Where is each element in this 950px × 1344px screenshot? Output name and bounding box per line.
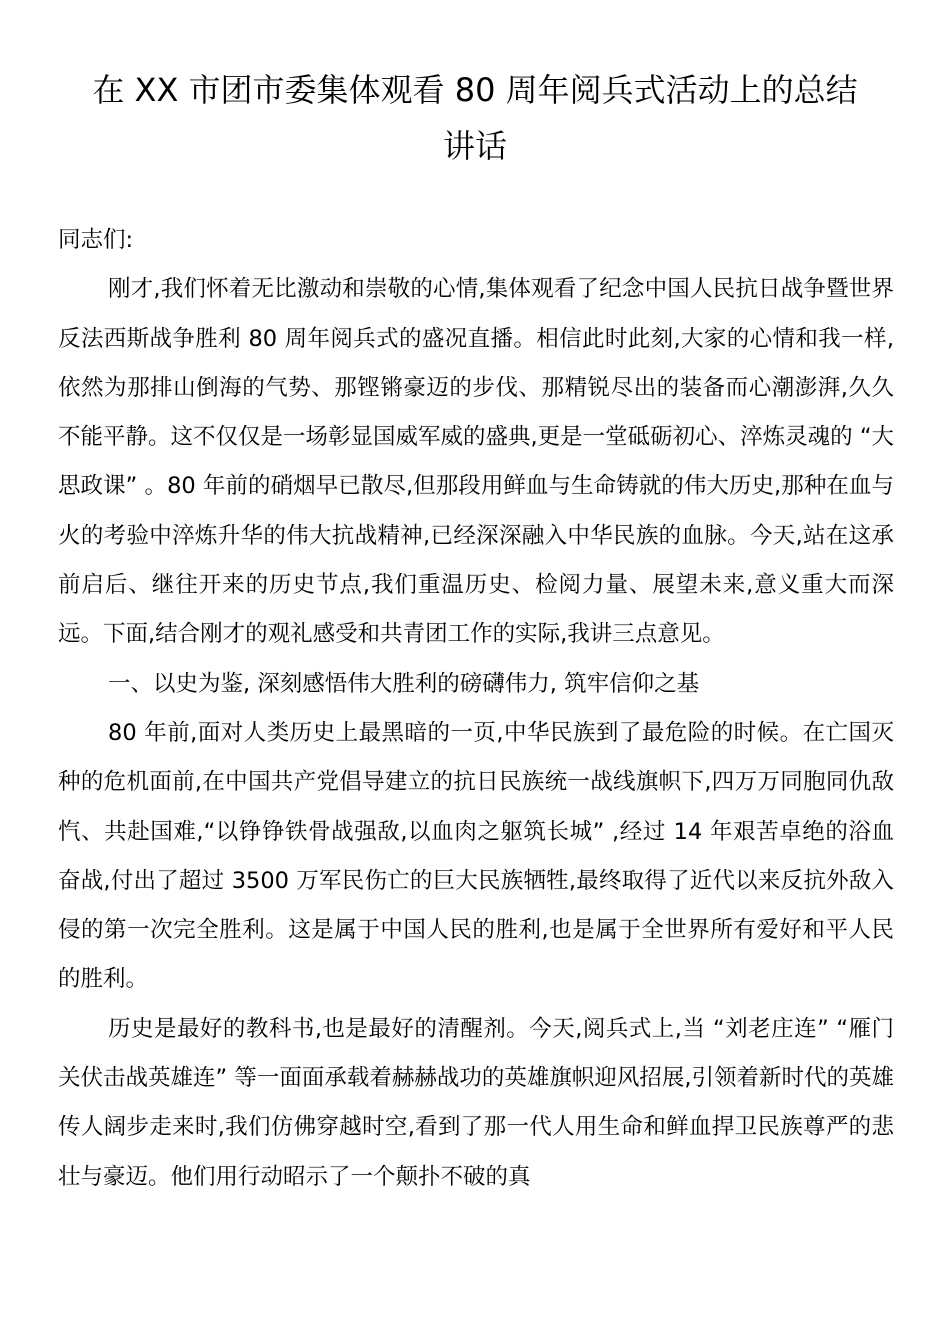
document-title: 在 XX 市团市委集体观看 80 周年阅兵式活动上的总结 讲话 bbox=[92, 71, 858, 165]
section-heading-1: 一、以史为鉴, 深刻感悟伟大胜利的磅礴伟力, 筑牢信仰之基 bbox=[108, 670, 700, 697]
paragraph-lesson: 历史是最好的教科书,也是最好的清醒剂。今天,阅兵式上,当 “刘老庄连” “雁门关伏击战英雄连” 等一面面承载着赫赫战功的英雄旗帜迎风招展,引领着新时代的英雄传人阔步走来时,我们仿佛穿越时空,看到了那一代人用生命和鲜血捍卫民族尊严的悲壮与豪迈。他们用行动昭示了一个颠扑不破的真 bbox=[58, 1015, 894, 1190]
paragraph-intro: 刚才,我们怀着无比激动和崇敬的心情,集体观看了纪念中国人民抗日战争暨世界反法西斯战争胜利 80 周年阅兵式的盛况直播。相信此时此刻,大家的心情和我一样,依然为那排山倒海的气势、那铿锵豪迈的步伐、那精锐尽出的装备而心潮澎湃,久久不能平静。这不仅仅是一场彰显国威军威的盛典,更是一堂砥砺初心、淬炼灵魂的 “大思政课” 。80 年前的硝烟早已散尽,但那段用鲜血与生命铸就的伟大历史,那种在血与火的考验中淬炼升华的伟大抗战精神,已经深深融入中华民族的血脉。今天,站在这承前启后、继往开来的历史节点,我们重温历史、检阅力量、展望未来,意义重大而深远。下面,结合刚才的观礼感受和共青团工作的实际,我讲三点意见。 bbox=[58, 276, 894, 648]
paragraph-history: 80 年前,面对人类历史上最黑暗的一页,中华民族到了最危险的时候。在亡国灭种的危机面前,在中国共产党倡导建立的抗日民族统一战线旗帜下,四万万同胞同仇敌忾、共赴国难,“以铮铮铁骨战强敌,以血肉之躯筑长城” ,经过 14 年艰苦卓绝的浴血奋战,付出了超过 3500 万军民伤亡的巨大民族牺牲,最终取得了近代以来反抗外敌入侵的第一次完全胜利。这是属于中国人民的胜利,也是属于全世界所有爱好和平人民的胜利。 bbox=[58, 719, 894, 993]
salutation: 同志们: bbox=[58, 227, 134, 253]
document-body bbox=[58, 216, 894, 1202]
